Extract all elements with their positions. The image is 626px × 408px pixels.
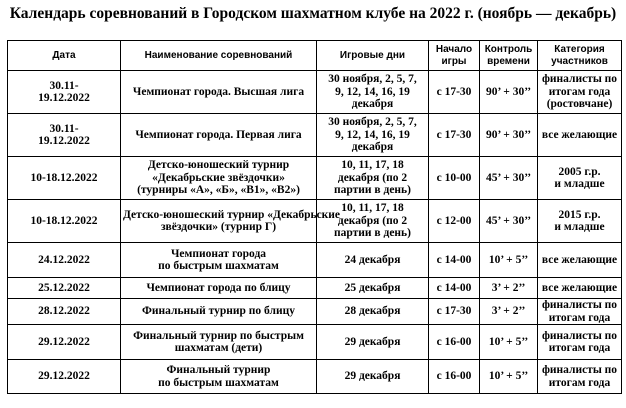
date-cell: [8, 157, 121, 200]
cell-text-line: (ростовчане): [546, 98, 613, 111]
start-time-cell: [429, 278, 480, 299]
participant-category-cell: [538, 243, 622, 278]
cell-text-line: Финальный турнир: [166, 364, 271, 376]
header-date: Дата: [8, 41, 121, 71]
cell-text-line: декабря (по 2: [337, 171, 408, 184]
participant-category-cell: [538, 278, 622, 299]
cell-text-line: финалисты по: [541, 299, 618, 311]
competition-name-cell: [121, 299, 317, 325]
game-days-cell: [317, 360, 429, 394]
cell-text-line: с 17-30: [436, 85, 472, 98]
cell-text-line: Чемпионат города по блицу: [146, 281, 291, 294]
cell-text-line: 45’ + 30’’: [485, 171, 532, 184]
table-header-row: [8, 41, 622, 71]
participant-category-cell: [538, 299, 622, 325]
cell-text-line: 25 декабря: [344, 281, 401, 294]
cell-text-line: 10’ + 5’’: [488, 370, 529, 383]
table-row: [8, 325, 622, 360]
cell-text-line: партии в день): [334, 227, 411, 240]
table-row: [8, 360, 622, 394]
cell-text-line: с 14-00: [436, 281, 472, 294]
cell-text-line: все желающие: [541, 281, 618, 294]
start-time-cell: [429, 71, 480, 114]
participant-category-cell: [538, 114, 622, 157]
cell-text-line: 10, 11, 17, 18: [341, 202, 404, 215]
cell-text-line: с 17-30: [436, 305, 472, 318]
cell-text-line: шахматам (дети): [174, 342, 263, 354]
header-participant-category: Категория участников: [538, 41, 622, 71]
start-time-cell: [429, 114, 480, 157]
cell-text-line: Финальный турнир по блицу: [142, 305, 295, 318]
cell-text-line: с 12-00: [436, 214, 472, 227]
date-cell: [8, 360, 121, 394]
cell-text-line: с 10-00: [436, 171, 472, 184]
cell-text-line: 28 декабря: [344, 305, 401, 318]
cell-text-line: итогам года: [548, 85, 611, 98]
cell-text-line: партии в день): [334, 184, 411, 197]
date-cell: [8, 114, 121, 157]
cell-text-line: 10-18.12.2022: [30, 171, 98, 184]
cell-text-line: 2005 г.р.: [558, 165, 601, 178]
cell-text-line: и младше: [554, 221, 605, 233]
cell-text-line: 10-18.12.2022: [30, 214, 98, 227]
time-control-cell: [480, 278, 538, 299]
time-control-cell: [480, 325, 538, 360]
cell-text-line: 29 декабря: [344, 335, 401, 348]
cell-text-line: 10’ + 5’’: [488, 335, 529, 348]
date-cell: [8, 243, 121, 278]
cell-text-line: все желающие: [541, 253, 618, 266]
cell-text-line: звёздочки» (турнир Г): [160, 221, 277, 233]
cell-text-line: 90’ + 30’’: [485, 128, 532, 141]
cell-text-line: с 16-00: [436, 370, 472, 383]
cell-text-line: 29.12.2022: [38, 370, 90, 383]
cell-text-line: все желающие: [541, 128, 618, 141]
competition-calendar-table: [7, 40, 622, 394]
cell-text-line: 30.11-: [49, 122, 79, 135]
cell-text-line: Чемпионат города. Высшая лига: [132, 85, 305, 98]
game-days-cell: [317, 299, 429, 325]
cell-text-line: 2015 г.р.: [558, 208, 601, 221]
competition-name-cell: [121, 71, 317, 114]
competition-name-cell: [121, 278, 317, 299]
cell-text-line: Финальный турнир по быстрым: [133, 329, 304, 342]
cell-text-line: 30 ноября, 2, 5, 7,: [328, 73, 417, 86]
page-title: Календарь соревнований в Городском шахматном клубе на 2022 г. (ноябрь — декабрь): [9, 5, 617, 22]
date-cell: [8, 299, 121, 325]
cell-text-line: декабря: [351, 98, 394, 111]
cell-text-line: 10’ + 5’’: [488, 253, 529, 266]
cell-text-line: 24.12.2022: [38, 253, 90, 266]
table-row: [8, 157, 622, 200]
time-control-cell: [480, 157, 538, 200]
game-days-cell: [317, 71, 429, 114]
cell-text-line: итогам года: [548, 311, 611, 324]
game-days-cell: [317, 325, 429, 360]
game-days-cell: [317, 243, 429, 278]
competition-name-cell: [121, 114, 317, 157]
table-row: [8, 200, 622, 243]
competition-name-cell: [121, 243, 317, 278]
cell-text-line: 24 декабря: [344, 253, 401, 266]
participant-category-cell: [538, 157, 622, 200]
header-game-days: Игровые дни: [317, 41, 429, 71]
cell-text-line: 19.12.2022: [38, 135, 90, 147]
table-row: [8, 71, 622, 114]
cell-text-line: 25.12.2022: [38, 281, 90, 294]
cell-text-line: 9, 12, 14, 16, 19: [335, 85, 410, 98]
table-row: [8, 243, 622, 278]
time-control-cell: [480, 114, 538, 157]
table-body: [8, 71, 622, 394]
cell-text-line: декабря (по 2: [337, 214, 408, 227]
cell-text-line: с 17-30: [436, 128, 472, 141]
cell-text-line: итогам года: [548, 376, 611, 389]
competition-name-cell: [121, 360, 317, 394]
cell-text-line: Чемпионат города. Первая лига: [135, 128, 302, 141]
cell-text-line: 19.12.2022: [38, 92, 90, 104]
game-days-cell: [317, 278, 429, 299]
cell-text-line: Чемпионат города: [170, 247, 267, 260]
start-time-cell: [429, 200, 480, 243]
cell-text-line: (турниры «А», «Б», «В1», «В2»): [137, 184, 300, 197]
game-days-cell: [317, 200, 429, 243]
cell-text-line: 90’ + 30’’: [485, 85, 532, 98]
start-time-cell: [429, 360, 480, 394]
cell-text-line: 3’ + 2’’: [491, 281, 526, 294]
cell-text-line: 29 декабря: [344, 370, 401, 383]
start-time-cell: [429, 157, 480, 200]
participant-category-cell: [538, 360, 622, 394]
cell-text-line: итогам года: [548, 342, 611, 354]
cell-text-line: 10, 11, 17, 18: [341, 159, 404, 172]
competition-name-cell: [121, 157, 317, 200]
cell-text-line: по быстрым шахматам: [158, 260, 279, 272]
header-competition-name: Наименование соревнований: [121, 41, 317, 71]
cell-text-line: 45’ + 30’’: [485, 214, 532, 227]
participant-category-cell: [538, 325, 622, 360]
table-row: [8, 278, 622, 299]
participant-category-cell: [538, 200, 622, 243]
game-days-cell: [317, 157, 429, 200]
time-control-cell: [480, 299, 538, 325]
cell-text-line: финалисты по: [541, 364, 618, 376]
date-cell: [8, 71, 121, 114]
table-row: [8, 299, 622, 325]
cell-text-line: финалисты по: [541, 73, 618, 86]
competition-name-cell: [121, 325, 317, 360]
cell-text-line: 29.12.2022: [38, 335, 90, 348]
cell-text-line: 3’ + 2’’: [491, 305, 526, 318]
cell-text-line: Детско-юношеский турнир «Декабрьские: [123, 208, 341, 221]
cell-text-line: по быстрым шахматам: [158, 376, 279, 389]
game-days-cell: [317, 114, 429, 157]
time-control-cell: [480, 200, 538, 243]
time-control-cell: [480, 243, 538, 278]
time-control-cell: [480, 71, 538, 114]
competition-name-cell: [121, 200, 341, 243]
cell-text-line: 28.12.2022: [38, 305, 90, 318]
date-cell: [8, 278, 121, 299]
header-time-control: Контроль времени: [480, 41, 538, 71]
cell-text-line: с 14-00: [436, 253, 472, 266]
header-start-time: Начало игры: [429, 41, 480, 71]
cell-text-line: с 16-00: [436, 335, 472, 348]
cell-text-line: и младше: [554, 178, 605, 190]
cell-text-line: 9, 12, 14, 16, 19: [335, 128, 410, 141]
cell-text-line: финалисты по: [541, 329, 618, 342]
date-cell: [8, 325, 121, 360]
cell-text-line: 30.11-: [49, 79, 79, 92]
cell-text-line: Детско-юношеский турнир: [147, 159, 290, 172]
start-time-cell: [429, 243, 480, 278]
cell-text-line: «Декабрьские звёздочки»: [152, 171, 285, 184]
start-time-cell: [429, 325, 480, 360]
cell-text-line: декабря: [351, 141, 394, 154]
cell-text-line: 30 ноября, 2, 5, 7,: [328, 116, 417, 129]
date-cell: [8, 200, 121, 243]
start-time-cell: [429, 299, 480, 325]
table-row: [8, 114, 622, 157]
participant-category-cell: [538, 71, 622, 114]
time-control-cell: [480, 360, 538, 394]
